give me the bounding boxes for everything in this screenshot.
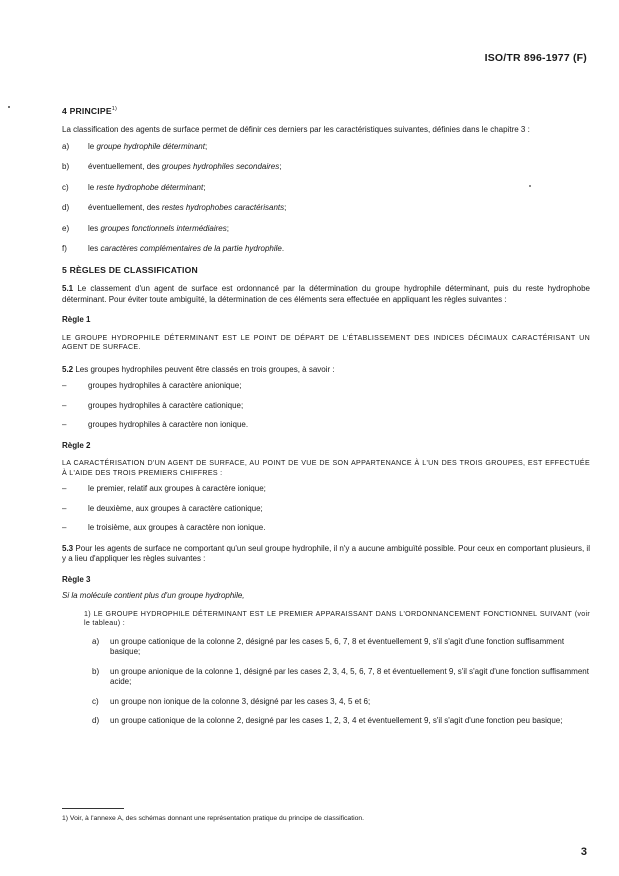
item-label: d) <box>92 716 100 726</box>
list-item: – groupes hydrophiles à caractère non ionique. <box>62 420 249 430</box>
item-punct: ; <box>226 223 229 233</box>
item-text: le <box>88 182 97 192</box>
paragraph-number: 5.2 <box>62 364 74 374</box>
item-label: b) <box>92 666 100 676</box>
item-emphasis: restes hydrophobes caractérisants <box>161 203 285 213</box>
list-item <box>62 142 590 153</box>
item-text: groupes hydrophiles à caractère cationique; <box>88 400 244 410</box>
section-4-intro: La classification des agents de surface permet de définir ces derniers par les caractéristiques suivantes, définies dans le chapitre 3 : <box>62 125 530 135</box>
item-text: le troisième, aux groupes à caractère non ionique. <box>88 523 266 533</box>
list-item <box>62 224 590 235</box>
paragraph-5-3 <box>62 544 590 565</box>
list-item <box>92 667 590 688</box>
item-text: les <box>88 223 101 233</box>
standard-header: ISO/TR 896-1977 (F) <box>484 52 587 64</box>
item-text: un groupe cationique de la colonne 2, designé par les cases 1, 2, 3, 4 et éventuellement 9, s'il s'agit d'une fonction peu basique; <box>110 716 563 726</box>
item-punct: ; <box>204 141 208 151</box>
item-text: un groupe anionique de la colonne 1, désigné par les cases 2, 3, 4, 5, 6, 7, 8 et éventuellement 9, s'il s'agit d'une fonction suffisamment acide; <box>110 666 589 687</box>
item-text: le deuxième, aux groupes à caractère cationique; <box>88 503 263 513</box>
item-punct: ; <box>284 203 287 213</box>
item-label: d) <box>62 203 70 213</box>
item-text: le <box>88 141 97 151</box>
rule-2-text: LA CARACTÉRISATION D'UN AGENT DE SURFACE, AU POINT DE VUE DE SON APPARTENANCE À L'UN DES TROIS GROUPES, EST EFFECTUÉE À L'AIDE DES TROIS PREMIERS CHIFFRES : <box>62 459 590 477</box>
list-item <box>62 183 590 194</box>
rule-1-text: LE GROUPE HYDROPHILE DÉTERMINANT EST LE POINT DE DÉPART DE L'ÉTABLISSEMENT DES INDICES DÉCIMAUX CARACTÉRISANT UN AGENT DE SURFACE. <box>62 333 590 352</box>
item-text: éventuellement, des <box>88 203 162 213</box>
rule-1-title: Règle 1 <box>62 315 91 325</box>
paragraph-5-2 <box>62 365 590 376</box>
characteristics-list <box>62 142 590 255</box>
paragraph-text: Pour les agents de surface ne comportant qu'un seul groupe hydrophile, il n'y a aucune ambiguïté possible. Pour ceux en comportant plusieurs, il y a lieu d'appliquer les règles suivantes : <box>62 543 590 564</box>
paragraph-text: Le classement d'un agent de surface est ordonnancé par la détermination du groupe hydrophile déterminant, puis du reste hydrophobe déterminant. Pour éviter toute ambiguïté, la détermination de ces éléments sera effectuée en appliquant les règles suivantes : <box>62 284 590 304</box>
section-4-title <box>62 104 590 116</box>
paragraph-number: 5.1 <box>62 284 74 294</box>
list-item: – le premier, relatif aux groupes à caractère ionique; <box>62 484 266 494</box>
item-punct: . <box>281 244 285 254</box>
item-text: un groupe non ionique de la colonne 3, désigné par les cases 3, 4, 5 et 6; <box>110 696 371 706</box>
paragraph-text: Les groupes hydrophiles peuvent être classés en trois groupes, à savoir : <box>75 364 335 374</box>
rule-3-title: Règle 3 <box>62 574 91 584</box>
rule-2-title: Règle 2 <box>62 440 91 450</box>
page-number: 3 <box>580 846 587 858</box>
list-item <box>92 637 590 658</box>
list-item <box>62 162 590 173</box>
paragraph-5-1 <box>62 284 590 305</box>
list-item: – groupes hydrophiles à caractère cationique; <box>62 400 244 410</box>
item-text: le premier, relatif aux groupes à caractère ionique; <box>88 484 266 494</box>
item-punct: ; <box>203 182 206 192</box>
item-label: f) <box>62 244 67 254</box>
footnote-divider <box>62 808 124 809</box>
item-emphasis: groupes fonctionnels intermédiaires <box>100 223 227 233</box>
footnote-ref: 1) <box>111 106 118 112</box>
hydrophile-groups-list <box>62 381 590 431</box>
list-item <box>92 716 590 727</box>
list-item <box>62 244 590 255</box>
functional-order-list <box>92 637 590 727</box>
item-emphasis: reste hydrophobe déterminant <box>96 182 204 192</box>
list-item <box>62 203 590 214</box>
item-text: un groupe cationique de la colonne 2, désigné par les cases 5, 6, 7, 8 et éventuellement 9, s'il s'agit d'une fonction suffisamment basique; <box>110 636 565 657</box>
rule-3-subrule <box>84 610 590 727</box>
section-4-heading: 4 PRINCIPE <box>62 105 112 116</box>
item-label: a) <box>92 636 100 646</box>
main-content <box>62 104 590 736</box>
item-label: e) <box>62 223 70 233</box>
item-emphasis: groupe hydrophile déterminant <box>96 141 205 151</box>
rule-3-subrule-1: 1) LE GROUPE HYDROPHILE DÉTERMINANT EST LE PREMIER APPARAISSANT DANS L'ORDONNANCEMENT FONCTIONNEL SUIVANT (voir le tableau) : <box>84 609 590 628</box>
item-label: c) <box>92 696 99 706</box>
item-emphasis: groupes hydrophiles secondaires <box>161 162 280 172</box>
item-label: b) <box>62 162 70 172</box>
paragraph-number: 5.3 <box>62 543 74 553</box>
item-text: éventuellement, des <box>88 162 162 172</box>
list-item: – groupes hydrophiles à caractère anionique; <box>62 381 242 391</box>
item-text: groupes hydrophiles à caractère anionique; <box>88 381 242 391</box>
item-punct: ; <box>279 162 282 172</box>
item-text: les <box>88 244 101 254</box>
section-5-title: 5 RÈGLES DE CLASSIFICATION <box>62 264 198 275</box>
digits-list <box>62 484 590 534</box>
list-item: – le troisième, aux groupes à caractère non ionique. <box>62 523 266 533</box>
item-text: groupes hydrophiles à caractère non ionique. <box>88 420 249 430</box>
item-emphasis: caractères complémentaires de la partie hydrophile <box>100 244 282 254</box>
list-item <box>92 697 590 708</box>
list-item: – le deuxième, aux groupes à caractère cationique; <box>62 503 263 513</box>
rule-3-intro: Si la molécule contient plus d'un groupe hydrophile, <box>62 591 245 601</box>
scan-speck <box>8 106 10 108</box>
item-label: c) <box>62 182 69 192</box>
footnote: 1) Voir, à l'annexe A, des schémas donnant une représentation pratique du principe de classification. <box>62 815 365 822</box>
item-label: a) <box>62 141 70 151</box>
